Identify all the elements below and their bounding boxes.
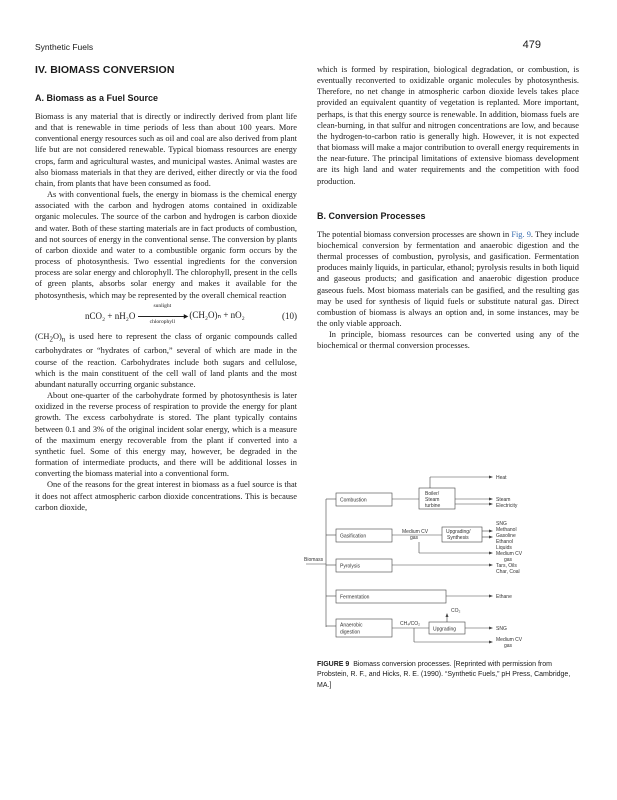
upgrading-synthesis-label: Upgrading/ — [446, 529, 471, 535]
arrow-label-bottom: chlorophyll — [149, 318, 176, 325]
medium-cv-label: Medium CV — [402, 529, 429, 535]
output-label: Medium CV — [496, 637, 523, 643]
anaerobic-label: Anaerobic — [340, 622, 363, 629]
upgrading-synthesis-label: Synthesis — [447, 535, 469, 541]
equation-rhs: (CH₂O)ₙ + nO₂ — [189, 310, 245, 321]
running-head: Synthetic Fuels — [35, 42, 94, 52]
boiler-label: turbine — [425, 503, 441, 509]
arrow-head-icon — [489, 503, 493, 506]
arrow-line — [138, 316, 186, 317]
output-label: Tars, Oils — [496, 563, 517, 569]
right-column — [317, 64, 579, 351]
paragraph: Biomass is any material that is directly or indirectly derived from plant life and that is renewable in time periods of less than about 100 years. More conventional energy resources such as oil and coal are also derived from plant life but are not considered renewable. Typical biomass resources are energy crops, farm and agricultural wastes, and municipal wastes. Animal wastes are also biomass materials in that they are derived, either directly or via the food chain, from plants that have been consumed as food. — [35, 112, 297, 188]
paragraph: In principle, biomass resources can be converted using any of the biochemical or thermal conversion processes. — [317, 330, 579, 351]
left-column — [35, 64, 297, 513]
formula-sub: 2 — [49, 335, 53, 344]
formula-part: O) — [52, 331, 62, 341]
boiler-label: Steam — [425, 497, 440, 503]
boiler-label: Boiler/ — [425, 491, 440, 497]
arrow-head-icon — [489, 536, 493, 539]
subsection-a-title: A. Biomass as a Fuel Source — [35, 93, 159, 103]
paragraph: As with conventional fuels, the energy in biomass is the chemical energy associated with the carbon and hydrogen atoms contained in oxidizable organic molecules. The source of the carbon and hydrogen is carbon dioxide and water. Both of these starting materials are in fact products of combustion, and not sources of energy in the conventional sense. The conversion by plants of carbon dioxide and water to a combustible organic form occurs by the process of photosynthesis. Two essential ingredients for the conversion process are solar energy and chlorophyll. The chlorophyll, present in the cells of green plants, absorbs solar energy and makes it available for the photosynthesis, which may be represented by the overall chemical reaction — [35, 190, 297, 300]
figure-9-diagram — [304, 469, 579, 649]
equation-number: (10) — [282, 310, 297, 321]
ch4-co2-label: CH₄/CO₂ — [400, 621, 421, 627]
figure-link[interactable]: Fig. 9 — [511, 229, 531, 239]
output-label: Liquids — [496, 545, 512, 551]
pyrolysis-label: Pyrolysis — [340, 563, 361, 570]
output-label: Heat — [496, 475, 507, 481]
output-label: Ethanol — [496, 539, 513, 545]
output-label: Medium CV — [496, 551, 523, 557]
gasification-label: Gasification — [340, 533, 367, 540]
paragraph-text: The potential biomass conversion processes are shown in — [317, 229, 512, 239]
arrow-head-icon — [446, 613, 449, 617]
anaerobic-label: digestion — [340, 629, 361, 636]
arrow-head-icon — [489, 476, 493, 479]
output-label: gas — [504, 643, 513, 649]
figure-caption — [317, 660, 579, 691]
paragraph — [317, 229, 579, 329]
paragraph-text: . They include biochemical conversion by fermentation and anaerobic digestion and the thermal processes of combustion, pyrolysis, and gasification. Fermentation produces mainly liquids, in particular, ethanol; pyrolysis results in both liquid and gaseous products; and gasification and anaerobic digestion produce gaseous fuels. Most biomass materials can be gasified, and the resulting gas may be used for synthesis of liquid fuels or substitute natural gas. Direct combustion of biomass is always an option and, in some instances, may be the only viable approach. — [317, 229, 579, 328]
output-label: Steam — [496, 497, 511, 503]
output-label: SNG — [496, 626, 507, 632]
input-label: Biomass — [304, 557, 324, 563]
co2-label: CO₂ — [451, 608, 461, 614]
output-label: Char, Coal — [496, 569, 520, 575]
combustion-label: Combustion — [340, 497, 367, 504]
arrow-head-icon — [489, 564, 493, 567]
reaction-arrow — [138, 302, 189, 325]
equation-10 — [35, 302, 297, 325]
output-label: Gasoline — [496, 533, 516, 539]
arrow-head-icon: ▶ — [183, 313, 189, 320]
upgrading-label: Upgrading — [433, 626, 457, 633]
paragraph: One of the reasons for the great interest in biomass as a fuel source is that it does not affect atmospheric carbon dioxide concentrations. This is because carbon dioxide, — [35, 480, 297, 512]
paragraph: About one-quarter of the carbohydrate formed by photosynthesis is later oxidized in the reverse process of respiration to provide the energy for plant growth. The excess carbohydrate is stored. The plant typically contains between 0.1 and 3% of the original incident solar energy, which is a measure of the maximum energy recoverable from the plant if converted into a synthetic fuel. Some of this energy may, however, be degraded in the formation of intermediate products, and there will be additional losses in converting the biomass material into a conventional form. — [35, 391, 297, 479]
output-label: Electricity — [496, 503, 518, 509]
arrow-head-icon — [489, 641, 493, 644]
output-label: SNG — [496, 521, 507, 527]
output-label: Methanol — [496, 527, 517, 533]
caption-label: FIGURE 9 — [317, 661, 350, 668]
arrow-head-icon — [489, 552, 493, 555]
arrow-head-icon — [489, 627, 493, 630]
output-label: Ethane — [496, 594, 512, 600]
page-number: 479 — [522, 39, 541, 51]
arrow-head-icon — [489, 498, 493, 501]
fermentation-label: Fermentation — [340, 594, 370, 601]
formula-sub: n — [61, 335, 66, 344]
paragraph — [35, 331, 297, 390]
arrow-head-icon — [489, 530, 493, 533]
arrow-head-icon — [489, 595, 493, 598]
caption-text: Biomass conversion processes. [Reprinted with permission from Probstein, R. F., and Hicks, R. E. (1990). “Synthetic Fuels,” pH Press, Cambridge, MA.] — [317, 661, 571, 689]
equation-lhs: nCO₂ + nH₂O — [85, 310, 136, 321]
paragraph: which is formed by respiration, biological degradation, or combustion, is eventually reconverted to oxidizable organic molecules by photosynthesis. Therefore, no net change in atmospheric carbon dioxide levels takes place provided an equivalent quantity of vegetation is replanted. More important, perhaps, is that this energy source is renewable. In addition, biomass fuels are clean-burning, in that sulfur and nitrogen concentrations are low, and because the hydrogen-to-carbon ratio is generally high. However, it is not expected that biomass will make a major contribution to overall energy requirements in the near-future. The principal limitations of extensive biomass development are its high land and water requirements and the competition with food production. — [317, 65, 579, 186]
paragraph-text: is used here to represent the class of organic compounds called carbohydrates or “hydrates of carbon,” several of which are made in the course of the reaction. Carbohydrates include both sugars and cellulose, which is the main constituent of the cell wall of land plants and the most abundant naturally occurring organic substance. — [35, 331, 297, 389]
output-label: gas — [504, 557, 513, 563]
process-diagram — [304, 469, 579, 649]
formula-part: (CH — [35, 331, 50, 341]
section-title: IV. BIOMASS CONVERSION — [35, 64, 175, 76]
subsection-b-title: B. Conversion Processes — [317, 210, 426, 221]
arrow-label-top: sunlight — [153, 302, 172, 309]
medium-cv-label: gas — [410, 535, 419, 541]
